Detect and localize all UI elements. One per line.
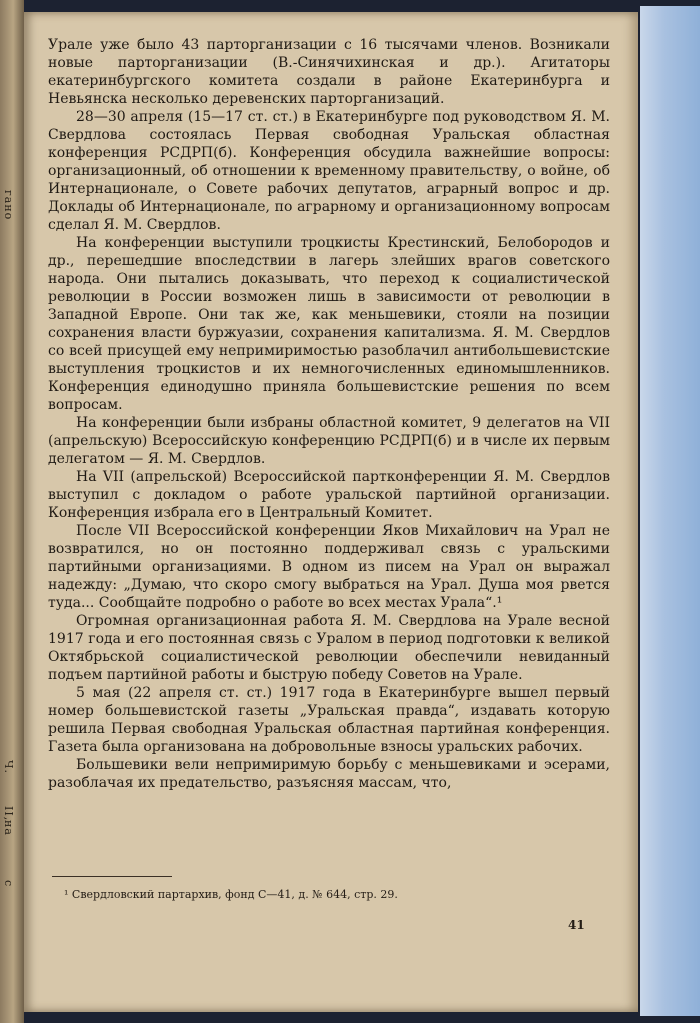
paragraph: Урале уже было 43 парторганизации с 16 тысячами членов. Возникали новые парторганизации (В.-Синячихинская и др.). Агитаторы екатеринбургского комитета создали в районе Екатеринбурга и Невьянска несколько деревенских парторганизаций. — [48, 37, 610, 107]
page-body-text — [48, 36, 610, 792]
adjacent-page-fragment: Ч. — [2, 760, 15, 774]
page-number: 41 — [568, 918, 585, 932]
paragraph: После VII Всероссийской конференции Яков Михайлович на Урал не возвратился, но он постоянно поддерживал связь с уральскими партийными организациями. В одном из писем на Урал он выражал надежду: „Думаю, что скоро смогу выбраться на Урал. Душа моя рвется туда... Сообщайте подробно о работе во всех местах Урала“.¹ — [48, 523, 610, 611]
paragraph: 5 мая (22 апреля ст. ст.) 1917 года в Екатеринбурге вышел первый номер большевистской газеты „Уральская правда“, издавать которую решила Первая свободная Уральская областная партийная конференция. Газета была организована на добровольные взносы уральских рабочих. — [48, 685, 610, 755]
paragraph: Большевики вели непримиримую борьбу с меньшевиками и эсерами, разоблачая их предательство, разъясняя массам, что, — [48, 757, 610, 791]
adjacent-page-fragment: на — [2, 820, 15, 836]
paragraph: На конференции были избраны областной комитет, 9 делегатов на VII (апрельскую) Всероссийскую конференцию РСДРП(б) и в числе их первым делегатом — Я. М. Свердлов. — [48, 415, 610, 467]
adjacent-page-edge — [0, 0, 24, 1023]
paragraph: Огромная организационная работа Я. М. Свердлова на Урале весной 1917 года и его постоянная связь с Уралом в период подготовки к великой Октябрьской социалистической революции обеспечили невиданный подъем партийной работы и быструю победу Советов на Урале. — [48, 613, 610, 683]
paragraph: На конференции выступили троцкисты Крестинский, Белобородов и др., перешедшие впоследствии в лагерь злейших врагов советского народа. Они пытались доказывать, что переход к социалистической революции в России возможен лишь в зависимости от революции в Западной Европе. Они так же, как меньшевики, стояли на позиции сохранения власти буржуазии, сохранения капитализма. Я. М. Свердлов со всей присущей ему непримиримостью разоблачил антибольшевистские выступления троцкистов и их немногочисленных единомышленников. Конференция единодушно приняла большевистские решения по всем вопросам. — [48, 235, 610, 413]
paragraph: На VII (апрельской) Всероссийской партконференции Я. М. Свердлов выступил с докладом о работе уральской партийной организации. Конференция избрала его в Центральный Комитет. — [48, 469, 610, 521]
adjacent-page-fragment: с — [2, 880, 15, 888]
footnote-divider — [52, 876, 172, 877]
book-page — [24, 12, 638, 1012]
paragraph: 28—30 апреля (15—17 ст. ст.) в Екатеринбурге под руководством Я. М. Свердлова состоялась Первая свободная Уральская областная конференция РСДРП(б). Конференция обсудила важнейшие вопросы: организационный, об отношении к временному правительству, о войне, об Интернационале, о Совете рабочих депутатов, аграрный вопрос и др. Доклады об Интернационале, по аграрному и организационному вопросам сделал Я. М. Свердлов. — [48, 109, 610, 233]
background-cover — [640, 6, 700, 1016]
adjacent-page-fragment: гано — [2, 190, 15, 221]
adjacent-page-fragment: II, — [2, 806, 15, 822]
footnote: ¹ Свердловский партархив, фонд С—41, д. № 644, стр. 29. — [64, 888, 398, 901]
